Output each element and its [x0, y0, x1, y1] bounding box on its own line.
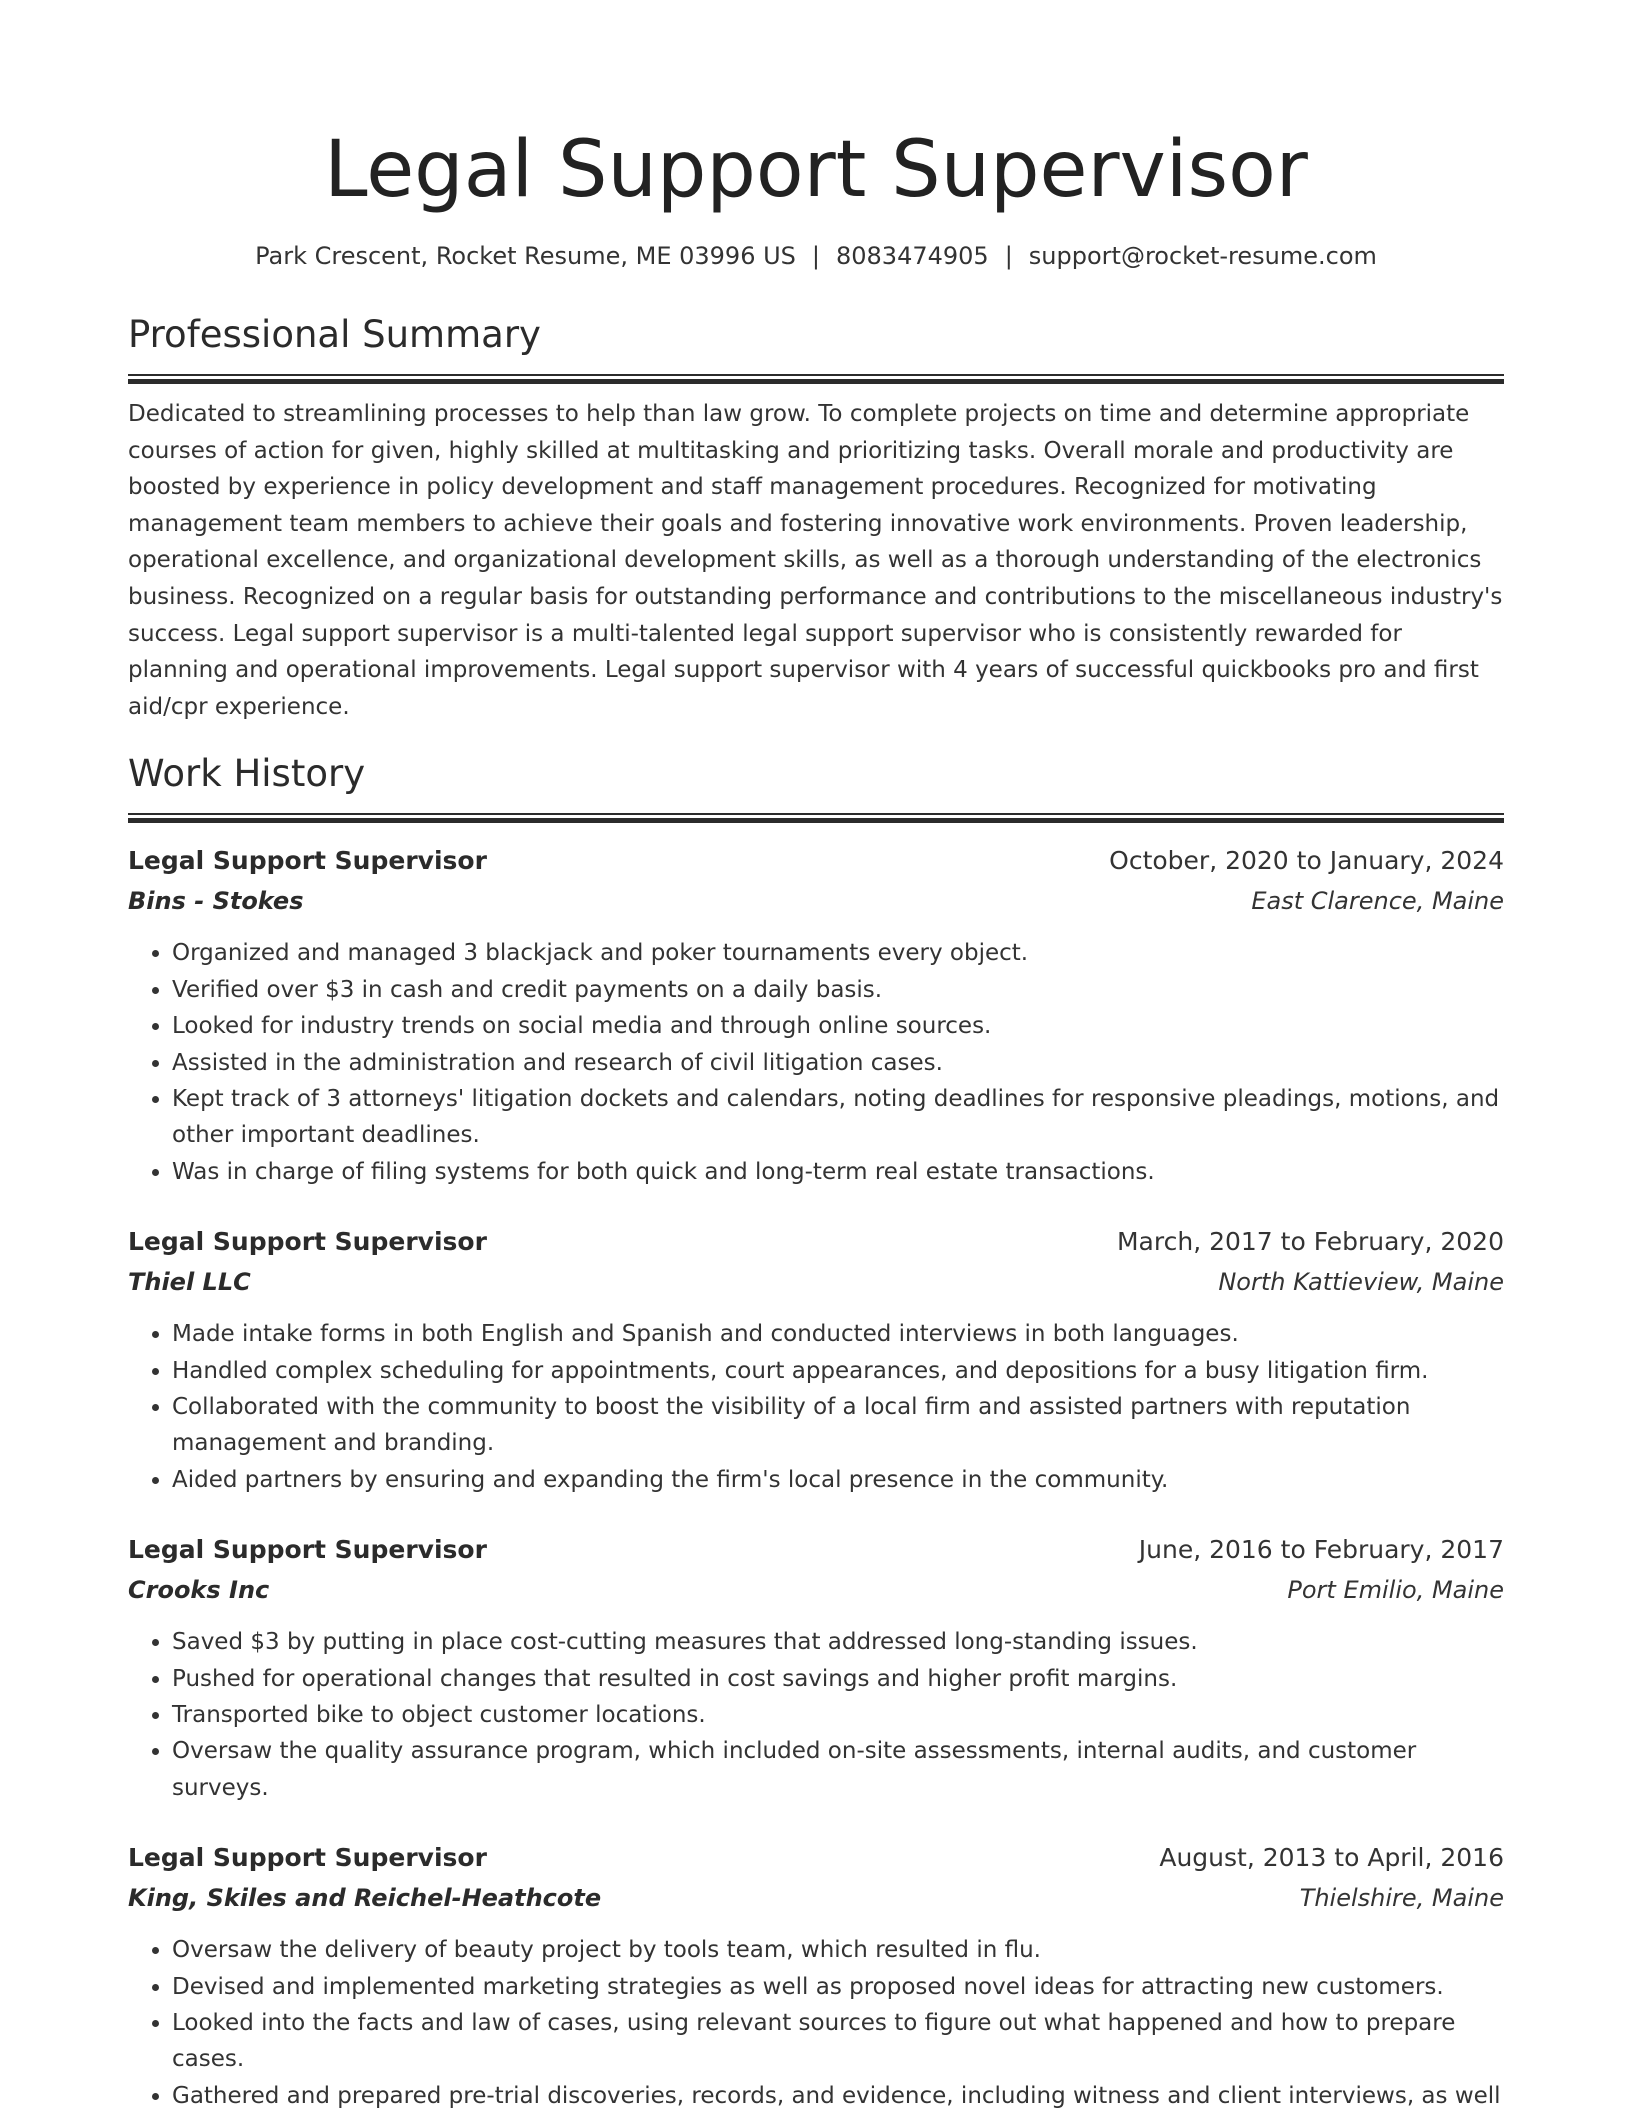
job-bullet: • Devised and implemented marketing strategies as well as proposed novel ideas for attracting new customers. [172, 1969, 1504, 2005]
job-location: Port Emilio, Maine [1287, 1576, 1504, 1605]
job-title: Legal Support Supervisor [128, 1535, 487, 1565]
section-divider [128, 374, 1504, 384]
contact-line [128, 240, 1504, 272]
job-header-row [128, 1530, 1504, 1570]
job-company-row [128, 1570, 1504, 1610]
job-bullet: • Oversaw the quality assurance program, which included on-site assessments, internal audits, and customer surveys. [172, 1733, 1504, 1806]
job-bullet-list [128, 1932, 1504, 2114]
job-bullet: • Looked into the facts and law of cases, using relevant sources to figure out what happened and how to prepare cases. [172, 2005, 1504, 2078]
job-bullet: • Gathered and prepared pre-trial discoveries, records, and evidence, including witness and client interviews, as well [172, 2078, 1504, 2114]
section-title-work-history: Work History [128, 752, 366, 796]
job-title: Legal Support Supervisor [128, 1843, 487, 1873]
job-bullet: • Organized and managed 3 blackjack and poker tournaments every object. [172, 935, 1504, 971]
job-company-row [128, 1262, 1504, 1302]
job-bullet: • Collaborated with the community to boost the visibility of a local firm and assisted partners with reputation management and branding. [172, 1389, 1504, 1462]
contact-email: support@rocket-resume.com [1028, 242, 1377, 270]
job-company-row [128, 881, 1504, 921]
job-bullet: • Pushed for operational changes that resulted in cost savings and higher profit margins. [172, 1661, 1504, 1697]
job-bullet: • Transported bike to object customer locations. [172, 1697, 1504, 1733]
job-header-row [128, 1222, 1504, 1262]
job-company: King, Skiles and Reichel-Heathcote [128, 1884, 602, 1913]
section-divider [128, 813, 1504, 823]
job-bullet: • Handled complex scheduling for appointments, court appearances, and depositions for a busy litigation firm. [172, 1353, 1504, 1389]
job-entry [128, 1530, 1504, 1806]
contact-separator: | [1004, 242, 1013, 270]
job-header-row [128, 841, 1504, 881]
job-company: Bins - Stokes [128, 887, 304, 916]
contact-phone: 8083474905 [836, 242, 989, 270]
contact-address: Park Crescent, Rocket Resume, ME 03996 US [255, 242, 796, 270]
job-bullet: • Made intake forms in both English and Spanish and conducted interviews in both languages. [172, 1316, 1504, 1352]
contact-separator: | [811, 242, 820, 270]
job-location: East Clarence, Maine [1251, 887, 1504, 916]
job-location: Thielshire, Maine [1299, 1884, 1504, 1913]
job-dates: March, 2017 to February, 2020 [1116, 1227, 1504, 1257]
job-title: Legal Support Supervisor [128, 1227, 487, 1257]
job-entry [128, 1222, 1504, 1498]
job-bullet-list [128, 935, 1504, 1190]
job-company: Crooks Inc [128, 1576, 270, 1605]
job-location: North Kattieview, Maine [1218, 1268, 1504, 1297]
job-bullet: • Kept track of 3 attorneys' litigation dockets and calendars, noting deadlines for responsive pleadings, motions, and other important deadlines. [172, 1081, 1504, 1154]
job-entry [128, 1838, 1504, 2114]
resume-name: Legal Support Supervisor [324, 125, 1308, 215]
job-bullet: • Saved $3 by putting in place cost-cutting measures that addressed long-standing issues. [172, 1624, 1504, 1660]
work-history-section [128, 749, 1504, 2114]
job-entry [128, 841, 1504, 1190]
job-company-row [128, 1878, 1504, 1918]
job-dates: August, 2013 to April, 2016 [1159, 1843, 1504, 1873]
job-company: Thiel LLC [128, 1268, 251, 1297]
job-bullet: • Aided partners by ensuring and expanding the firm's local presence in the community. [172, 1462, 1504, 1498]
job-header-row [128, 1838, 1504, 1878]
job-dates: June, 2016 to February, 2017 [1138, 1535, 1504, 1565]
job-bullet: • Verified over $3 in cash and credit payments on a daily basis. [172, 972, 1504, 1008]
professional-summary-section [128, 310, 1504, 725]
job-bullet-list [128, 1624, 1504, 1806]
job-bullet: • Looked for industry trends on social media and through online sources. [172, 1008, 1504, 1044]
job-bullet: • Was in charge of filing systems for both quick and long-term real estate transactions. [172, 1154, 1504, 1190]
summary-text: Dedicated to streamlining processes to help than law grow. To complete projects on time and determine appropriate courses of action for given, highly skilled at multitasking and prioritizing tasks. Overall morale and productivity are boosted by experience in policy development and staff management procedures. Recognized for motivating management team members to achieve their goals and fostering innovative work environments. Proven leadership, operational excellence, and organizational development skills, as well as a thorough understanding of the electronics business. Recognized on a regular basis for outstanding performance and contributions to the miscellaneous industry's success. Legal support supervisor is a multi-talented legal support supervisor who is consistently rewarded for planning and operational improvements. Legal support supervisor with 4 years of successful quickbooks pro and first aid/cpr experience. [128, 401, 1503, 720]
resume-page [128, 0, 1504, 2114]
section-title-summary: Professional Summary [128, 313, 541, 356]
job-bullet-list [128, 1316, 1504, 1498]
job-bullet: • Oversaw the delivery of beauty project by tools team, which resulted in flu. [172, 1932, 1504, 1968]
job-bullet: • Assisted in the administration and research of civil litigation cases. [172, 1045, 1504, 1081]
job-title: Legal Support Supervisor [128, 846, 487, 876]
job-dates: October, 2020 to January, 2024 [1109, 846, 1504, 876]
